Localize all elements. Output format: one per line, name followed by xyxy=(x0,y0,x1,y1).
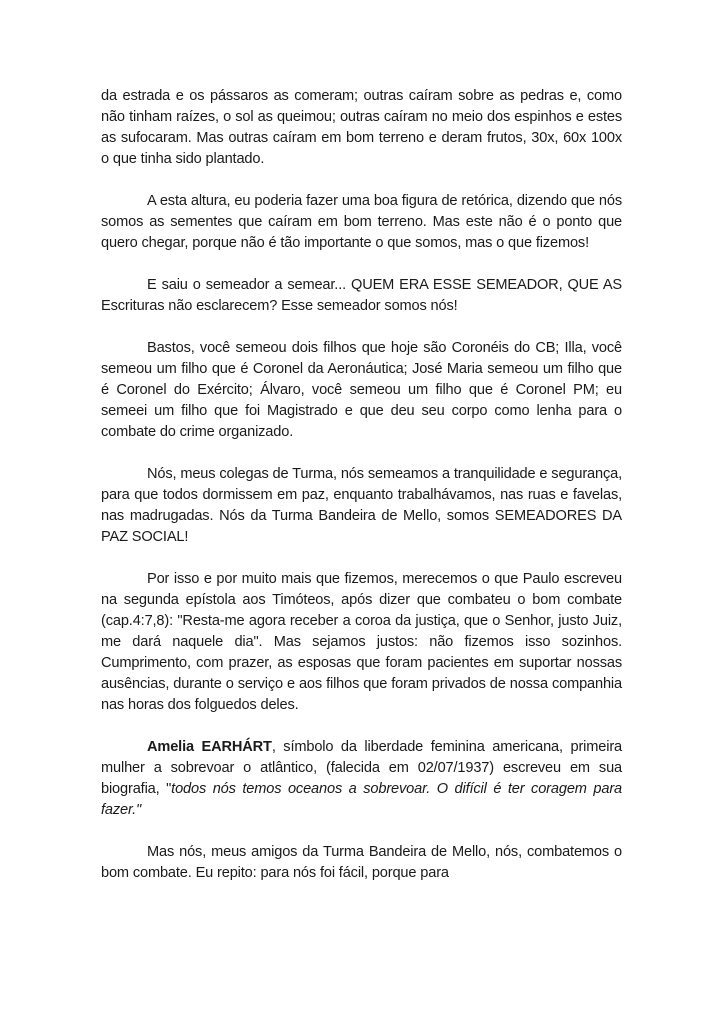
paragraph-sons: Bastos, você semeou dois filhos que hoje são Coronéis do CB; Illa, você semeou um filho que é Coronel da Aeronáutica; José Maria semeou um filho que é Coronel do Exército; Álvaro, você semeou um filho que é Coronel PM; eu semeei um filho que foi Magistrado e que deu seu corpo como lenha para o combate do crime organizado. xyxy=(101,340,622,440)
paragraph-amelia-earhart xyxy=(101,737,622,821)
earhart-description: , símbolo da liberdade feminina americana, primeira mulher a sobrevoar o atlântico, (falecida em 02/07/1937) escreveu em sua biografia, " xyxy=(101,739,623,797)
paragraph-parable-continuation: da estrada e os pássaros as comeram; outras caíram sobre as pedras e, como não tinham raízes, o sol as queimou; outras caíram no meio dos espinhos e estes as sufocaram. Mas outras caíram em bom terreno e deram frutos, 30x, 60x 100x o que tinha sido plantado. xyxy=(101,88,622,167)
paragraph-good-fight: Por isso e por muito mais que fizemos, merecemos o que Paulo escreveu na segunda epístola aos Timóteos, após dizer que combateu o bom combate (cap.4:7,8): "Resta-me agora receber a coroa da justiça, que o Senhor, justo Juiz, me dará naquele dia". Mas sejamos justos: não fizemos isso sozinhos. Cumprimento, com prazer, as esposas que foram pacientes em suportar nossas ausências, durante o serviço e aos filhos que foram privados de nossa companhia nas horas dos folguedos deles. xyxy=(101,571,622,713)
paragraph-peace-sowers: Nós, meus colegas de Turma, nós semeamos a tranquilidade e segurança, para que todos dormissem em paz, enquanto trabalhávamos, nas ruas e favelas, nas madrugadas. Nós da Turma Bandeira de Mello, somos SEMEADORES DA PAZ SOCIAL! xyxy=(101,466,622,545)
document-page xyxy=(101,86,622,884)
earhart-name: Amelia EARHÁRT xyxy=(147,739,272,755)
paragraph-closing: Mas nós, meus amigos da Turma Bandeira de Mello, nós, combatemos o bom combate. Eu repito: para nós foi fácil, porque para xyxy=(101,844,622,881)
paragraph-rhetoric: A esta altura, eu poderia fazer uma boa figura de retórica, dizendo que nós somos as sementes que caíram em bom terreno. Mas este não é o ponto que quero chegar, porque não é tão importante o que somos, mas o que fizemos! xyxy=(101,193,622,251)
paragraph-sower: E saiu o semeador a semear... QUEM ERA ESSE SEMEADOR, QUE AS Escrituras não esclarecem? Esse semeador somos nós! xyxy=(101,277,622,314)
earhart-quote: todos nós temos oceanos a sobrevoar. O difícil é ter coragem para fazer." xyxy=(101,781,622,818)
